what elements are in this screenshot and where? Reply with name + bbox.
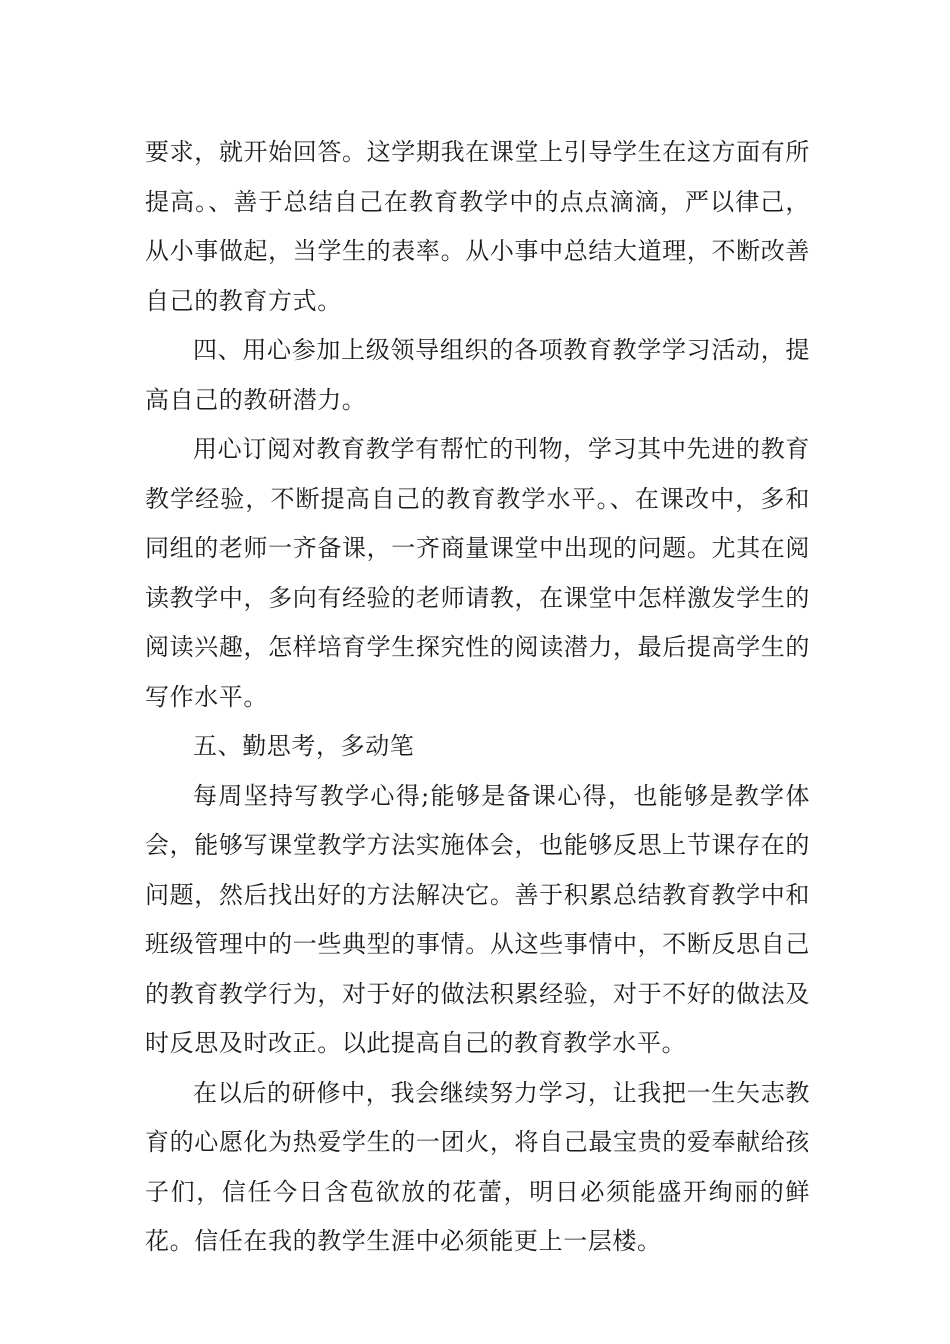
paragraph-conclusion: 在以后的研修中，我会继续努力学习，让我把一生矢志教育的心愿化为热爱学生的一团火，将自己最宝贵的爱奉献给孩子们，信任今日含苞欲放的花蕾，明日必须能盛开绚丽的鲜花。信任在我的教学生涯中必须能更上一层楼。 bbox=[145, 1078, 810, 1255]
paragraph-research: 用心订阅对教育教学有帮忙的刊物，学习其中先进的教育教学经验，不断提高自己的教育教学水平。、在课改中，多和同组的老师一齐备课，一齐商量课堂中出现的问题。尤其在阅读教学中，多向有经验的老师请教，在课堂中怎样激发学生的阅读兴趣，怎样培育学生探究性的阅读潜力，最后提高学生的写作水平。 bbox=[145, 435, 810, 711]
section-heading-four: 四、用心参加上级领导组织的各项教育教学学习活动，提高自己的教研潜力。 bbox=[145, 336, 810, 414]
paragraph-continuation: 要求，就开始回答。这学期我在课堂上引导学生在这方面有所提高。、善于总结自己在教育教学中的点点滴滴，严以律己，从小事做起，当学生的表率。从小事中总结大道理，不断改善自己的教育方式。 bbox=[145, 138, 810, 315]
paragraph-reflection: 每周坚持写教学心得;能够是备课心得，也能够是教学体会，能够写课堂教学方法实施体会，也能够反思上节课存在的问题，然后找出好的方法解决它。善于积累总结教育教学中和班级管理中的一些典型的事情。从这些事情中，不断反思自己的教育教学行为，对于好的做法积累经验，对于不好的做法及时反思及时改正。以此提高自己的教育教学水平。 bbox=[145, 781, 810, 1057]
document-body bbox=[145, 128, 810, 1267]
section-heading-five: 五、勤思考，多动笔 bbox=[193, 732, 415, 760]
